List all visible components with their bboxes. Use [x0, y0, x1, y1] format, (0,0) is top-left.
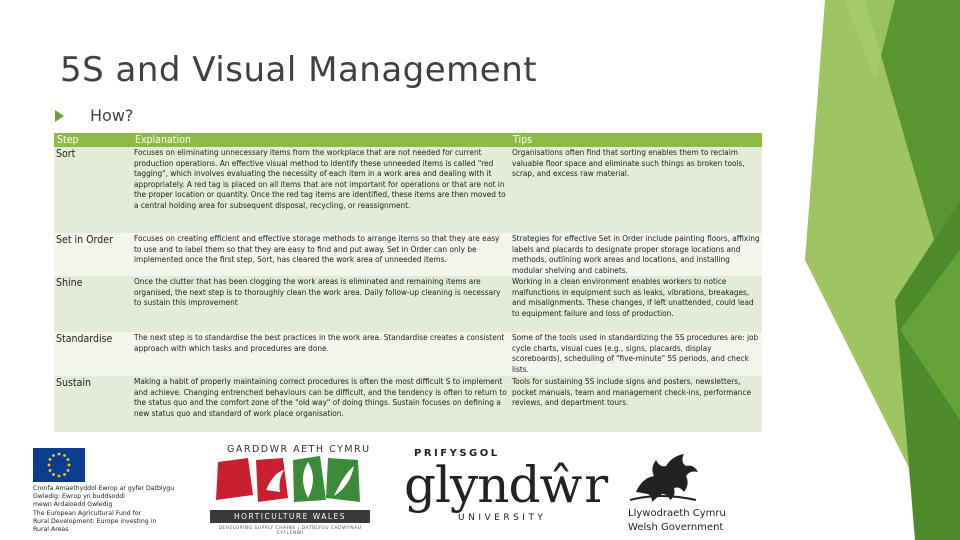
- header-tips: Tips: [510, 133, 762, 147]
- bullet-arrow-icon: [55, 110, 64, 122]
- university-prefix: PRIFYSGOL: [414, 448, 500, 459]
- eu-text-line: mewn Ardaloedd Gwledig: [33, 501, 113, 509]
- table-row: [54, 332, 762, 376]
- tips-cell: Working in a clean environment enables workers to notice malfunctions in equipment such as leaks, vibrations, breakages, and misalignments. These changes, if left unattended, could lead to equipment failure and loss of production.: [510, 276, 762, 332]
- welsh-government-english: Welsh Government: [628, 522, 724, 533]
- eu-text-line: The European Agricultural Fund for: [33, 509, 142, 517]
- 5s-steps-table: [54, 133, 762, 432]
- eu-text-line: Rural Areas: [33, 526, 69, 534]
- eu-text-line: Rural Development: Europe investing in: [33, 517, 157, 525]
- step-cell: Sustain: [54, 376, 132, 432]
- welsh-government-welsh: Llywodraeth Cymru: [628, 508, 726, 519]
- explanation-cell: The next step is to standardise the best practices in the work area. Standardise creates a consistent approach with which tasks and procedures are done.: [132, 332, 510, 376]
- step-cell: Sort: [54, 147, 132, 233]
- tips-cell: Tools for sustaining 5S include signs and posters, newsletters, pocket manuals, team and management check-ins, performance reviews, and department tours.: [510, 376, 762, 432]
- header-step: Step: [54, 133, 132, 147]
- tips-cell: Some of the tools used in standardizing the 5S procedures are: job cycle charts, visual cues (e.g., signs, placards, display scoreboards), scheduling of "five-minute" 5S periods, and check lists.: [510, 332, 762, 376]
- step-cell: Set in Order: [54, 233, 132, 276]
- eu-text-line: Gwledig: Ewrop yn buddsoddi: [33, 493, 125, 501]
- table-row: [54, 276, 762, 332]
- explanation-cell: Making a habit of properly maintaining correct procedures is often the most difficult S to implement and achieve. Changing entrenched behaviours can be difficult, and the tendency is often to return to the status quo and the comfort zone of the "old way" of doing things. Sustain focuses on defining a new status quo and standard of work place organisation.: [132, 376, 510, 432]
- horticulture-wales-label: HORTICULTURE WALES: [210, 510, 370, 523]
- explanation-cell: Focuses on creating efficient and effective storage methods to arrange items so that they are easy to use and to label them so that they are easy to find and put away. Set in Order can only be implemented once the first step, Sort, has cleared the work area of unneeded items.: [132, 233, 510, 276]
- table-row: [54, 147, 762, 233]
- step-cell: Shine: [54, 276, 132, 332]
- table-header-row: [54, 133, 762, 147]
- tips-cell: Organisations often find that sorting enables them to reclaim valuable floor space and eliminate such things as broken tools, scrap, and excess raw material.: [510, 147, 762, 233]
- bullet-text: How?: [90, 106, 134, 125]
- university-name: glyndŵr: [404, 456, 608, 514]
- horticulture-wales-subtitle: DEVELOPING SUPPLY CHAINS | DATBLYGU CADWYNAU CYFLENWI: [218, 526, 362, 536]
- explanation-cell: Once the clutter that has been clogging the work areas is eliminated and remaining items are organised, the next step is to thoroughly clean the work area. Daily follow-up cleaning is necessary to sustain this improvement: [132, 276, 510, 332]
- tips-cell: Strategies for effective Set in Order include painting floors, affixing labels and placards to designate proper storage locations and methods, outlining work areas and locations, and installing modular shelving and cabinets.: [510, 233, 762, 276]
- garddwriaeth-title: GARDDWR AETH CYMRU: [227, 444, 371, 455]
- eu-flag-logo: [33, 448, 85, 482]
- table-row: [54, 376, 762, 432]
- eu-fund-text: [33, 485, 203, 534]
- table-row: [54, 233, 762, 276]
- university-label: UNIVERSITY: [458, 513, 547, 523]
- decorative-green-shapes: [745, 0, 960, 540]
- slide-title: 5S and Visual Management: [60, 50, 538, 90]
- bullet-point: [55, 106, 133, 125]
- horticulture-wales-logo: [208, 440, 368, 540]
- explanation-cell: Focuses on eliminating unnecessary items from the workplace that are not needed for current production operations. An effective visual method to identify these unneeded items is called "red tagging", which involves evaluating the necessity of each item in a work area and dealing with it appropriately. A red tag is placed on all items that are not important for operations or that are not in the proper location or quantity. Once the red tag items are identified, these items are then moved to a central holding area for subsequent disposal, recycling, or reassignment.: [132, 147, 510, 233]
- header-explanation: Explanation: [132, 133, 510, 147]
- step-cell: Standardise: [54, 332, 132, 376]
- eu-text-line: Cronfa Amaethyddol Ewrop ar gyfer Datblygu: [33, 485, 175, 492]
- welsh-dragon-icon: [628, 446, 700, 506]
